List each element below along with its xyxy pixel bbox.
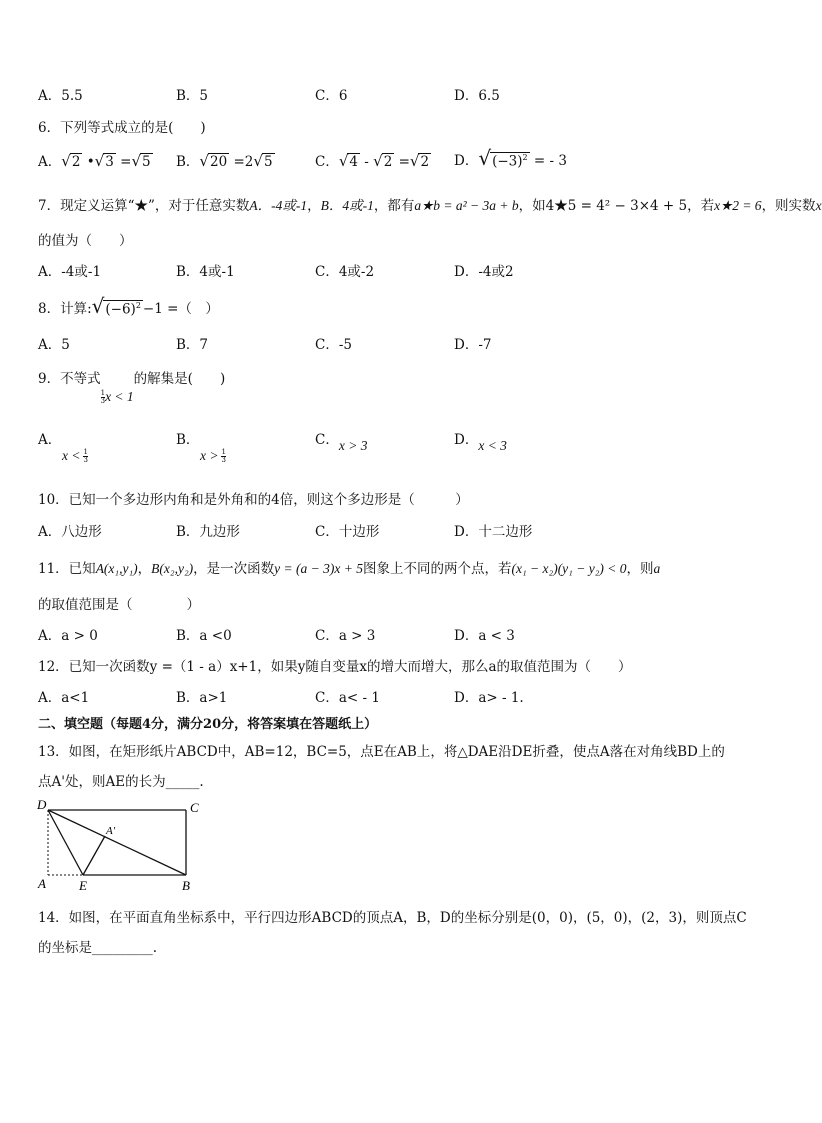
q10-option-b: B．九边形 [176, 524, 240, 540]
q10-option-a: A．八边形 [38, 524, 102, 540]
q12-option-a: A．a<1 [38, 690, 90, 706]
q12-option-b: B．a>1 [176, 690, 228, 706]
q6-option-d: D．$√(-3)^2$ = - 3 [454, 146, 567, 170]
q10-option-c: C．十边形 [315, 524, 380, 540]
q6-option-c: C．√4 - √2 =√2 [315, 152, 430, 170]
q13-stem-line2: 点A'处，则AE的长为_____. [38, 774, 204, 790]
label-d: D [37, 797, 47, 812]
label-b: B [182, 878, 190, 893]
label-e: E [79, 878, 87, 893]
q11-option-a: A．a > 0 [38, 628, 98, 644]
label-c: C [190, 800, 199, 815]
q5-option-d: D．6.5 [454, 88, 500, 104]
q7-stem-line2: 的值为（ ） [38, 233, 133, 249]
q8-option-d: D．-7 [454, 337, 492, 353]
q6-option-a: A．√2 •√3 =√5 [38, 152, 151, 170]
q14-stem-line1: 14．如图，在平面直角坐标系中，平行四边形ABCD的顶点A，B，D的坐标分别是(0，0)，(5，0)，(2，3)，则顶点C [38, 910, 747, 926]
q12-option-d: D．a> - 1. [454, 690, 524, 706]
q8-option-a: A．5 [38, 337, 70, 353]
q10-option-d: D．十二边形 [454, 524, 533, 540]
q11-stem-line1: 11．已知A(x₁,y₁)，B(x₂,y₂)，是一次函数y = (a − 3)x + 5图象上不同的两个点，若(x₁ − x₂)(y₁ − y₂) < 0，则a [38, 561, 661, 577]
q11-option-c: C．a > 3 [315, 628, 376, 644]
q5-option-c: C．6 [315, 88, 348, 104]
q11-option-b: B．a <0 [176, 628, 232, 644]
diagonal-db [48, 810, 186, 875]
q5-option-b: B．5 [176, 88, 209, 104]
q11-stem-line2: 的取值范围是（ ） [38, 597, 200, 613]
q8-option-b: B．7 [176, 337, 209, 353]
label-a-prime: A' [106, 825, 116, 837]
q7-option-d: D．-4或2 [454, 264, 514, 280]
q8-stem: 8．计算$:√(-6)^2 -1$ =（ ） [38, 294, 219, 318]
q13-stem-line1: 13．如图，在矩形纸片ABCD中，AB=12，BC=5，点E在AB上，将△DAE沿DE折叠，使点A落在对角线BD上的 [38, 744, 725, 760]
q5-option-a: A．5.5 [38, 88, 83, 104]
q7-stem-line1: 7．现定义运算“★”，对于任意实数A．-4或-1，B．4或-1，都有a★b = a² − 3a + b，如4★5 = 4² − 3×4 + 5，若x★2 = 6，则实数x [38, 198, 822, 214]
q13-rectangle-figure [30, 795, 210, 895]
q8-option-c: C．-5 [315, 337, 352, 353]
q6-stem: 6．下列等式成立的是( ) [38, 120, 206, 136]
section-2-heading: 二、填空题（每题4分，满分20分，将答案填在答题纸上） [38, 717, 378, 732]
q9-option-d: D．x < 3 [454, 432, 507, 453]
q7-option-c: C．4或-2 [315, 264, 375, 280]
q14-stem-line2: 的坐标是_________. [38, 940, 158, 956]
q9-option-a: A． x < $\frac{1}{3}$ [38, 432, 88, 464]
fold-line-de [48, 810, 83, 875]
q12-option-c: C．a< - 1 [315, 690, 380, 706]
q9-option-c: C．x > 3 [315, 432, 368, 453]
q12-stem: 12．已知一次函数y =（1 - a）x+1，如果y随自变量x的增大而增大，那么a的取值范围为（ ） [38, 659, 632, 675]
q11-option-d: D．a < 3 [454, 628, 515, 644]
q7-option-a: A．-4或-1 [38, 264, 102, 280]
q9-option-b: B． x > $\frac{1}{3}$ [176, 432, 226, 464]
segment-ea-prime [83, 836, 105, 875]
q9-stem: 9．不等式 $\frac{1}{3}$ x < 1的解集是( ) [38, 371, 226, 405]
q7-option-b: B．4或-1 [176, 264, 235, 280]
q10-stem: 10．已知一个多边形内角和是外角和的4倍，则这个多边形是（ ） [38, 492, 469, 508]
q6-option-b: B．√20 =2√5 [176, 152, 273, 170]
label-a: A [38, 876, 46, 891]
